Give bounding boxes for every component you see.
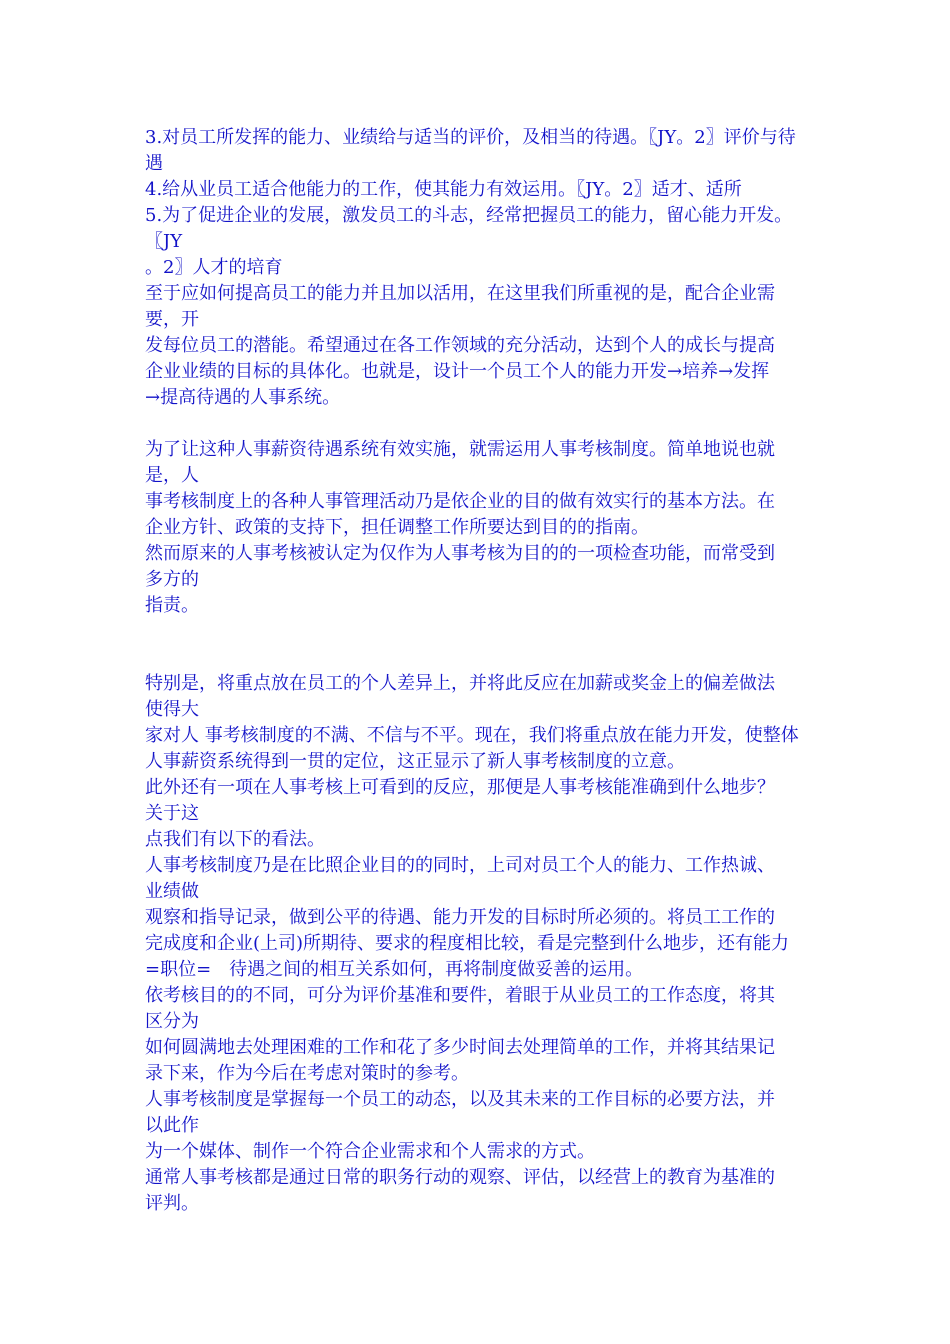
text-line: 多方的 [145,569,199,590]
text-line: 事考核制度上的各种人事管理活动乃是依企业的目的做有效实行的基本方法。在 [145,491,775,512]
text-line: 遇 [145,153,163,174]
text-line: 以此作 [145,1115,199,1136]
text-line: 企业业绩的目标的具体化。也就是，设计一个员工个人的能力开发→培养→发挥 [145,361,770,382]
text-line: 指责。 [145,595,199,616]
text-line: 完成度和企业(上司)所期待、要求的程度相比较，看是完整到什么地步，还有能力 [145,933,790,954]
text-line: 至于应如何提高员工的能力并且加以活用，在这里我们所重视的是，配合企业需 [145,283,775,304]
text-line: 4.给从业员工适合他能力的工作，使其能力有效运用。〖JY。2〗适才、适所 [145,179,742,200]
text-line: 5.为了促进企业的发展，激发员工的斗志，经常把握员工的能力，留心能力开发。 [145,205,793,226]
paragraph-spacer [145,411,810,437]
text-line: 人事考核制度是掌握每一个员工的动态，以及其未来的工作目标的必要方法，并 [145,1089,775,1110]
text-line: 3.对员工所发挥的能力、业绩给与适当的评价，及相当的待遇。〖JY。2〗评价与待 [145,127,796,148]
paragraph-spacer [145,619,810,671]
text-line: →提高待遇的人事系统。 [145,387,341,408]
text-line: 关于这 [145,803,199,824]
paragraph-block-1 [145,125,810,411]
paragraph-block-3 [145,671,810,1217]
text-line: 为了让这种人事薪资待遇系统有效实施，就需运用人事考核制度。简单地说也就 [145,439,775,460]
text-line: 点我们有以下的看法。 [145,829,325,850]
text-line: 企业方针、政策的支持下，担任调整工作所要达到目的的指南。 [145,517,649,538]
text-line: 依考核目的的不同，可分为评价基准和要件，着眼于从业员工的工作态度，将其 [145,985,775,1006]
text-line: 区分为 [145,1011,199,1032]
text-line: 使得大 [145,699,199,720]
text-line: 此外还有一项在人事考核上可看到的反应，那便是人事考核能准确到什么地步？ [145,777,775,798]
text-line: 如何圆满地去处理困难的工作和花了多少时间去处理简单的工作，并将其结果记 [145,1037,775,1058]
text-line: 是，人 [145,465,199,486]
text-line: 发每位员工的潜能。希望通过在各工作领域的充分活动，达到个人的成长与提高 [145,335,775,356]
text-line: 家对人 事考核制度的不满、不信与不平。现在，我们将重点放在能力开发，使整体 [145,725,799,746]
text-line: 然而原来的人事考核被认定为仅作为人事考核为目的的一项检查功能，而常受到 [145,543,775,564]
text-line: 通常人事考核都是通过日常的职务行动的观察、评估，以经营上的教育为基准的 [145,1167,775,1188]
text-line: 评判。 [145,1193,199,1214]
text-line: 为一个媒体、制作一个符合企业需求和个人需求的方式。 [145,1141,595,1162]
text-line: 人事薪资系统得到一贯的定位，这正显示了新人事考核制度的立意。 [145,751,685,772]
paragraph-block-2 [145,437,810,619]
text-line: 录下来，作为今后在考虑对策时的参考。 [145,1063,469,1084]
text-line: 〖JY [145,231,183,252]
text-line: 观察和指导记录，做到公平的待遇、能力开发的目标时所必须的。将员工工作的 [145,907,775,928]
text-line: 人事考核制度乃是在比照企业目的的同时，上司对员工个人的能力、工作热诚、 [145,855,775,876]
text-line: 。2〗人才的培育 [145,257,283,278]
text-line: 要，开 [145,309,199,330]
document-body [145,125,810,1217]
text-line: 业绩做 [145,881,199,902]
text-line: 特别是，将重点放在员工的个人差异上，并将此反应在加薪或奖金上的偏差做法 [145,673,775,694]
text-line: =职位= 待遇之间的相互关系如何，再将制度做妥善的运用。 [145,959,644,980]
